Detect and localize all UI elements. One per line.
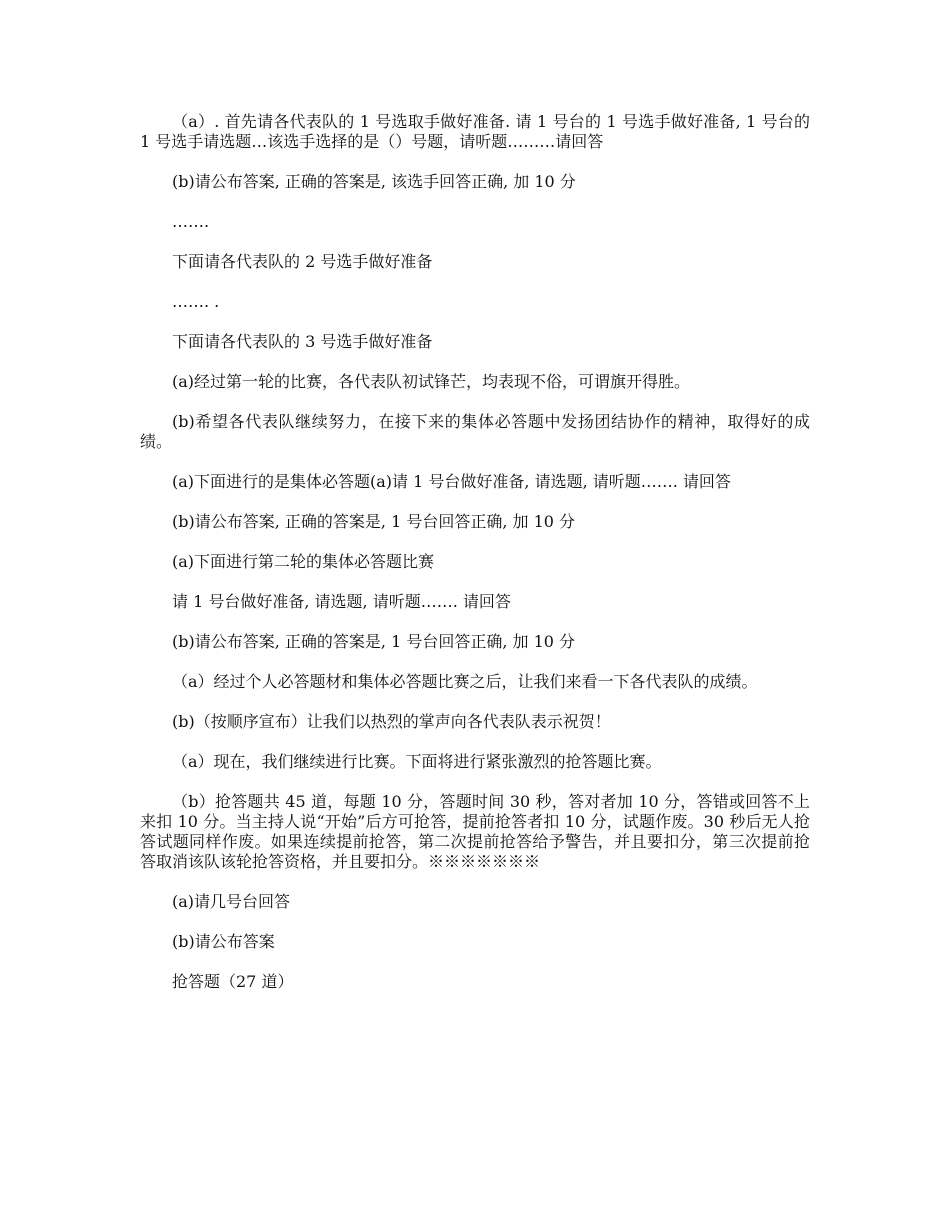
paragraph-18: (a)请几号台回答 <box>172 892 291 911</box>
paragraph-17: （b）抢答题共 45 道，每题 10 分，答题时间 30 秒，答对者加 10 分，答错或回答不上来扣 10 分。当主持人说“开始”后方可抢答，提前抢答者扣 10 分，试题作废。30 秒后无人抢答试题同样作废。如果连续提前抢答，第二次提前抢答给予警告，并且要扣分，第三次提前抢答取消该队该轮抢答资格，并且要扣分。※※※※※※※ <box>140 792 810 871</box>
paragraph-14: （a）经过个人必答题材和集体必答题比赛之后，让我们来看一下各代表队的成绩。 <box>172 672 758 691</box>
paragraph-15: (b)（按顺序宣布）让我们以热烈的掌声向各代表队表示祝贺！ <box>172 712 611 731</box>
paragraph-6: 下面请各代表队的 3 号选手做好准备 <box>172 332 433 351</box>
paragraph-2: (b)请公布答案, 正确的答案是, 该选手回答正确, 加 10 分 <box>172 172 576 191</box>
paragraph-11: (a)下面进行第二轮的集体必答题比赛 <box>172 552 435 571</box>
paragraph-19: (b)请公布答案 <box>172 932 275 951</box>
paragraph-16: （a）现在，我们继续进行比赛。下面将进行紧张激烈的抢答题比赛。 <box>172 752 662 771</box>
paragraph-3: ……. <box>172 212 210 231</box>
paragraph-12: 请 1 号台做好准备, 请选题, 请听题……. 请回答 <box>172 592 511 611</box>
paragraph-5: ……. . <box>172 292 220 311</box>
paragraph-9: (a)下面进行的是集体必答题(a)请 1 号台做好准备, 请选题, 请听题……. 请回答 <box>172 472 731 491</box>
paragraph-4: 下面请各代表队的 2 号选手做好准备 <box>172 252 433 271</box>
paragraph-20: 抢答题（27 道） <box>172 972 294 991</box>
paragraph-13: (b)请公布答案, 正确的答案是, 1 号台回答正确, 加 10 分 <box>172 632 576 651</box>
paragraph-1: （a）. 首先请各代表队的 1 号选取手做好准备. 请 1 号台的 1 号选手做好准备, 1 号台的 1 号选手请选题…该选手选择的是（）号题，请听题………请回答 <box>140 112 810 151</box>
paragraph-10: (b)请公布答案, 正确的答案是, 1 号台回答正确, 加 10 分 <box>172 512 576 531</box>
document-body <box>140 112 810 1012</box>
paragraph-8: (b)希望各代表队继续努力，在接下来的集体必答题中发扬团结协作的精神，取得好的成绩。 <box>140 412 810 451</box>
paragraph-7: (a)经过第一轮的比赛，各代表队初试锋芒，均表现不俗，可谓旗开得胜。 <box>172 372 691 391</box>
